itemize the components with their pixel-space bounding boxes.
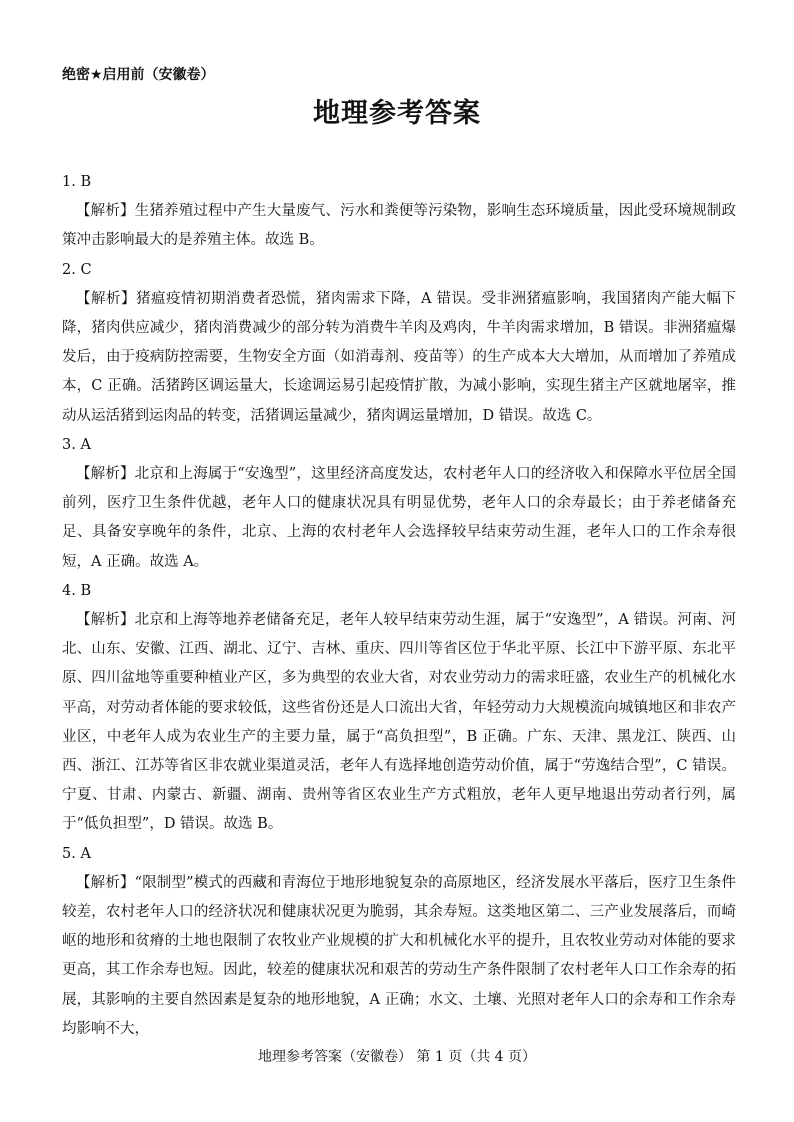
question-analysis: 【解析】猪瘟疫情初期消费者恐慌，猪肉需求下降，A 错误。受非洲猪瘟影响，我国猪肉产能大幅下降，猪肉供应减少，猪肉消费减少的部分转为消费牛羊肉及鸡肉，牛羊肉需求增加，B 错误。非洲猪瘟爆发后，由于疫病防控需要，生物安全方面（如消毒剂、疫苗等）的生产成本大大增加，从而增加了养殖成本，C 正确。活猪跨区调运量大，长途调运易引起疫情扩散，为减小影响，实现生猪主产区就地屠宰，推动从运活猪到运肉品的转变，活猪调运量减少，猪肉调运量增加，D 错误。故选 C。 <box>62 290 736 424</box>
confidential-label: 绝密★启用前（安徽卷） <box>62 67 215 83</box>
answer-list <box>62 168 736 1044</box>
question-5 <box>62 840 736 1044</box>
question-3 <box>62 431 736 577</box>
question-number: 2. C <box>62 261 92 278</box>
question-number: 3. A <box>62 436 91 453</box>
question-2 <box>62 256 736 431</box>
question-analysis: 【解析】生猪养殖过程中产生大量废气、污水和粪便等污染物，影响生态环境质量，因此受环境规制政策冲击影响最大的是养殖主体。故选 B。 <box>62 203 736 249</box>
question-1 <box>62 168 736 256</box>
question-number: 1. B <box>62 174 92 190</box>
question-analysis: 【解析】北京和上海属于“安逸型”，这里经济高度发达，农村老年人口的经济收入和保障水平位居全国前列，医疗卫生条件优越，老年人口的健康状况具有明显优势，老年人口的余寿最长；由于养老储备充足、具备安享晚年的条件，北京、上海的农村老年人会选择较早结束劳动生涯，老年人口的工作余寿很短，A 正确。故选 A。 <box>62 466 736 570</box>
page-footer: 地理参考答案（安徽卷） 第 1 页（共 4 页） <box>257 1049 537 1065</box>
question-4 <box>62 577 736 840</box>
question-analysis: 【解析】“限制型”模式的西藏和青海位于地形地貌复杂的高原地区，经济发展水平落后，医疗卫生条件较差，农村老年人口的经济状况和健康状况更为脆弱，其余寿短。这类地区第二、三产业发展落后，而崎岖的地形和贫瘠的土地也限制了农牧业产业规模的扩大和机械化水平的提升，且农牧业劳动对体能的要求更高，其工作余寿也短。因此，较差的健康状况和艰苦的劳动生产条件限制了农村老年人口工作余寿的拓展，其影响的主要自然因素是复杂的地形地貌，A 正确；水文、土壤、光照对老年人口的余寿和工作余寿均影响不大， <box>62 874 736 1037</box>
question-number: 4. B <box>62 582 92 599</box>
question-number: 5. A <box>62 845 91 862</box>
question-analysis: 【解析】北京和上海等地养老储备充足，老年人较早结束劳动生涯，属于“安逸型”，A 错误。河南、河北、山东、安徽、江西、湖北、辽宁、吉林、重庆、四川等省区位于华北平原、长江中下游平原、东北平原、四川盆地等重要种植业产区，多为典型的农业大省，对农业劳动力的需求旺盛，农业生产的机械化水平高，对劳动者体能的要求较低，这些省份还是人口流出大省，年轻劳动力大规模流向城镇地区和非农产业区，中老年人成为农业生产的主要力量，属于“高负担型”，B 正确。广东、天津、黑龙江、陕西、山西、浙江、江苏等省区非农就业渠道灵活，老年人有选择地创造劳动价值，属于“劳逸结合型”，C 错误。宁夏、甘肃、内蒙古、新疆、湖南、贵州等省区农业生产方式粗放，老年人更早地退出劳动者行列，属于“低负担型”，D 错误。故选 B。 <box>62 612 736 833</box>
document-title: 地理参考答案 <box>313 98 481 129</box>
